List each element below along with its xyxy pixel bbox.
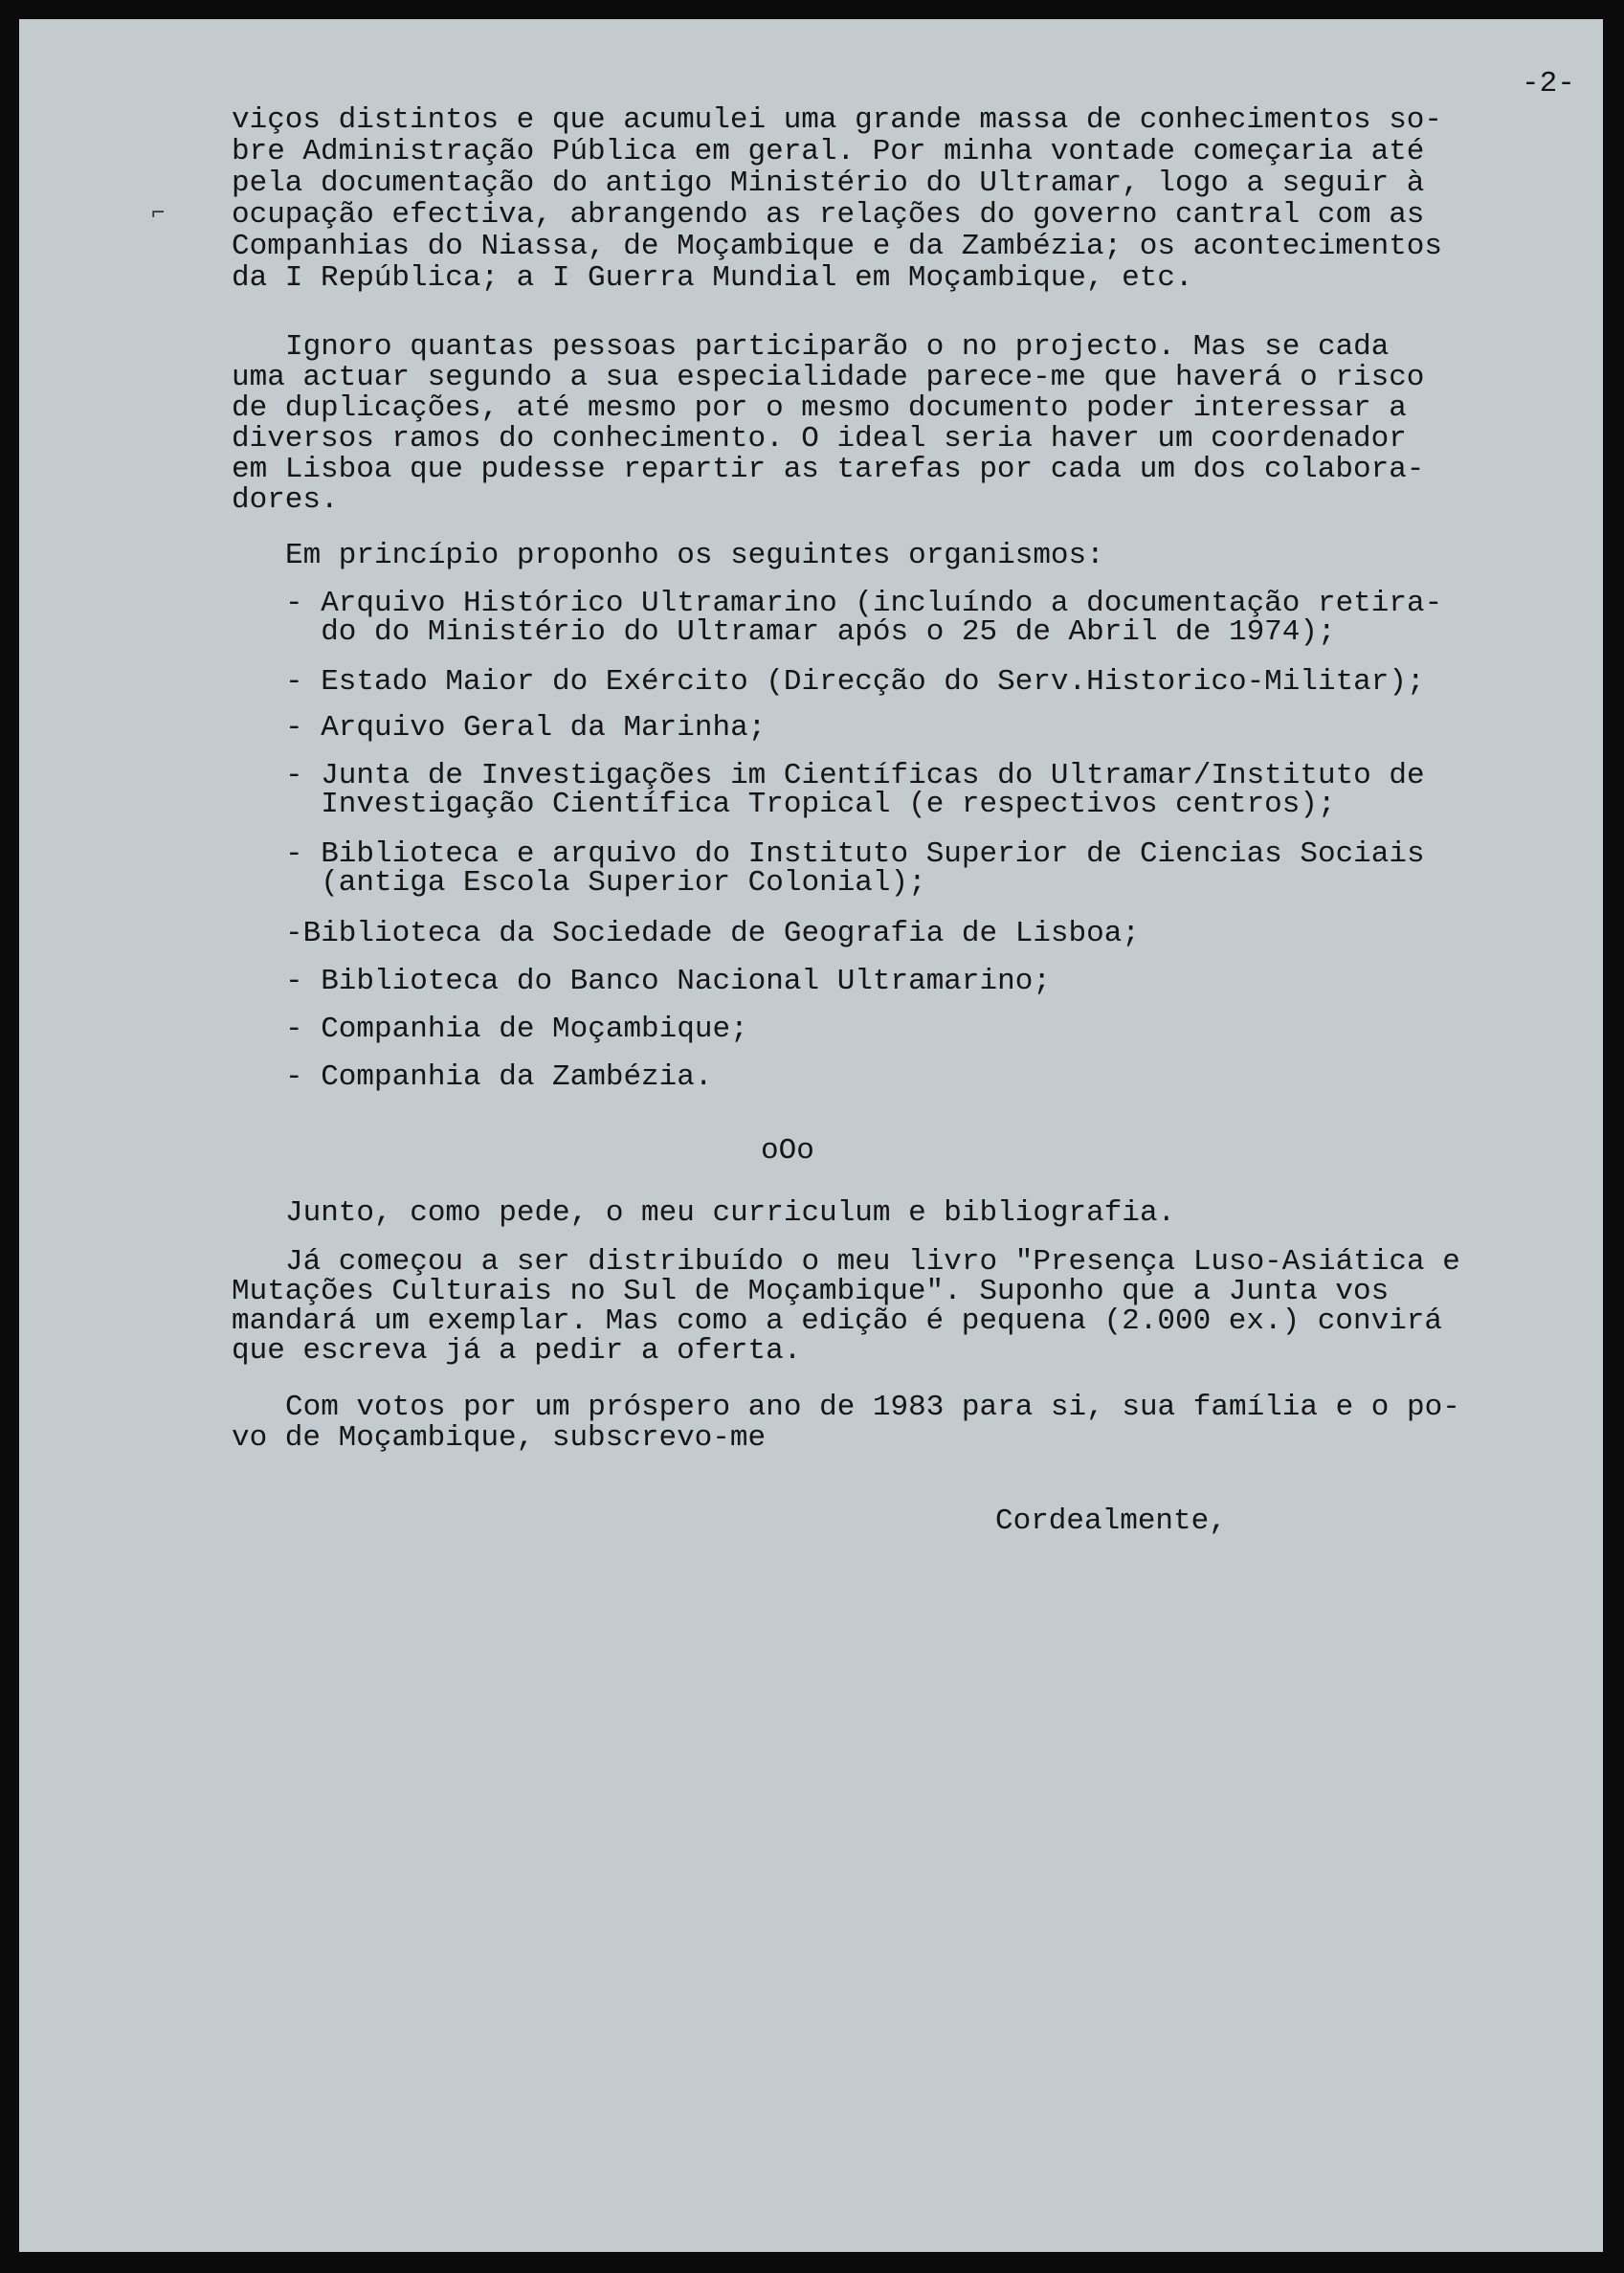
margin-mark: ⌐: [151, 201, 166, 227]
text-line: - Estado Maior do Exército (Direcção do Serv.Historico-Militar);: [285, 665, 1425, 699]
paragraph-3: [285, 1198, 1175, 1228]
text-line: Ignoro quantas pessoas participarão o no projecto. Mas se cada: [285, 330, 1390, 364]
paragraph-2: [232, 332, 1424, 516]
text-line: da I República; a I Guerra Mundial em Moçambique, etc.: [232, 261, 1193, 295]
closing-salutation: Cordealmente,: [995, 1504, 1227, 1538]
text-line: dores.: [232, 483, 339, 517]
list-intro: [285, 541, 1104, 570]
text-line: - Companhia de Moçambique;: [285, 1013, 748, 1046]
text-line: Companhias do Niassa, de Moçambique e da Zambézia; os acontecimentos: [232, 230, 1443, 263]
document-page: [19, 19, 1603, 2252]
page-number: -2-: [1522, 67, 1575, 100]
text-line: em Lisboa que pudesse repartir as tarefas por cada um dos colabora-: [232, 453, 1425, 486]
list-item: [285, 919, 1140, 948]
text-line: uma actuar segundo a sua especialidade parece-me que haverá o risco: [232, 361, 1425, 394]
list-item: [285, 587, 1443, 649]
text-line: - Biblioteca do Banco Nacional Ultramarino;: [285, 965, 1051, 998]
text-line: ocupação efectiva, abrangendo as relações do governo cantral com as: [232, 198, 1425, 232]
text-line: que escreva já a pedir a oferta.: [232, 1334, 802, 1368]
text-line: Em princípio proponho os seguintes organismos:: [285, 539, 1104, 572]
list-item: [285, 667, 1425, 697]
text-line: Com votos por um próspero ano de 1983 para si, sua família e o po-: [285, 1391, 1460, 1424]
list-item: [285, 967, 1051, 996]
text-line: Já começou a ser distribuído o meu livro "Presença Luso-Asiática e: [285, 1245, 1460, 1279]
text-line: - Junta de Investigações im Científicas do Ultramar/Instituto de: [285, 759, 1425, 792]
list-item: [285, 713, 766, 743]
text-line: (antiga Escola Superior Colonial);: [285, 866, 926, 900]
text-line: pela documentação do antigo Ministério do Ultramar, logo a seguir à: [232, 167, 1425, 200]
text-line: Junto, como pede, o meu curriculum e bibliografia.: [285, 1196, 1176, 1230]
paragraph-5: [232, 1393, 1460, 1454]
list-item: [285, 759, 1425, 821]
text-line: diversos ramos do conhecimento. O ideal seria haver um coordenador: [232, 422, 1407, 456]
text-line: viços distintos e que acumulei uma grande massa de conhecimentos so-: [232, 103, 1443, 137]
text-line: vo de Moçambique, subscrevo-me: [232, 1421, 767, 1455]
text-line: do do Ministério do Ultramar após o 25 de Abril de 1974);: [285, 615, 1336, 649]
text-line: Investigação Científica Tropical (e respectivos centros);: [285, 788, 1336, 821]
text-line: - Companhia da Zambézia.: [285, 1060, 713, 1094]
paragraph-4: [232, 1247, 1460, 1366]
text-line: - Arquivo Geral da Marinha;: [285, 711, 767, 745]
text-line: mandará um exemplar. Mas como a edição é pequena (2.000 ex.) convirá: [232, 1304, 1443, 1338]
text-line: Mutações Culturais no Sul de Moçambique". Suponho que a Junta vos: [232, 1275, 1390, 1308]
list-item: [285, 1062, 712, 1092]
list-item: [285, 837, 1425, 900]
text-line: -Biblioteca da Sociedade de Geografia de Lisboa;: [285, 917, 1140, 950]
paragraph-1: [232, 105, 1442, 295]
text-line: - Arquivo Histórico Ultramarino (incluíndo a documentação retira-: [285, 587, 1443, 620]
list-item: [285, 1014, 748, 1044]
text-line: bre Administração Pública em geral. Por minha vontade começaria até: [232, 135, 1425, 168]
text-line: de duplicações, até mesmo por o mesmo documento poder interessar a: [232, 391, 1407, 425]
section-separator: oOo: [761, 1134, 814, 1168]
text-line: - Biblioteca e arquivo do Instituto Superior de Ciencias Sociais: [285, 837, 1425, 871]
